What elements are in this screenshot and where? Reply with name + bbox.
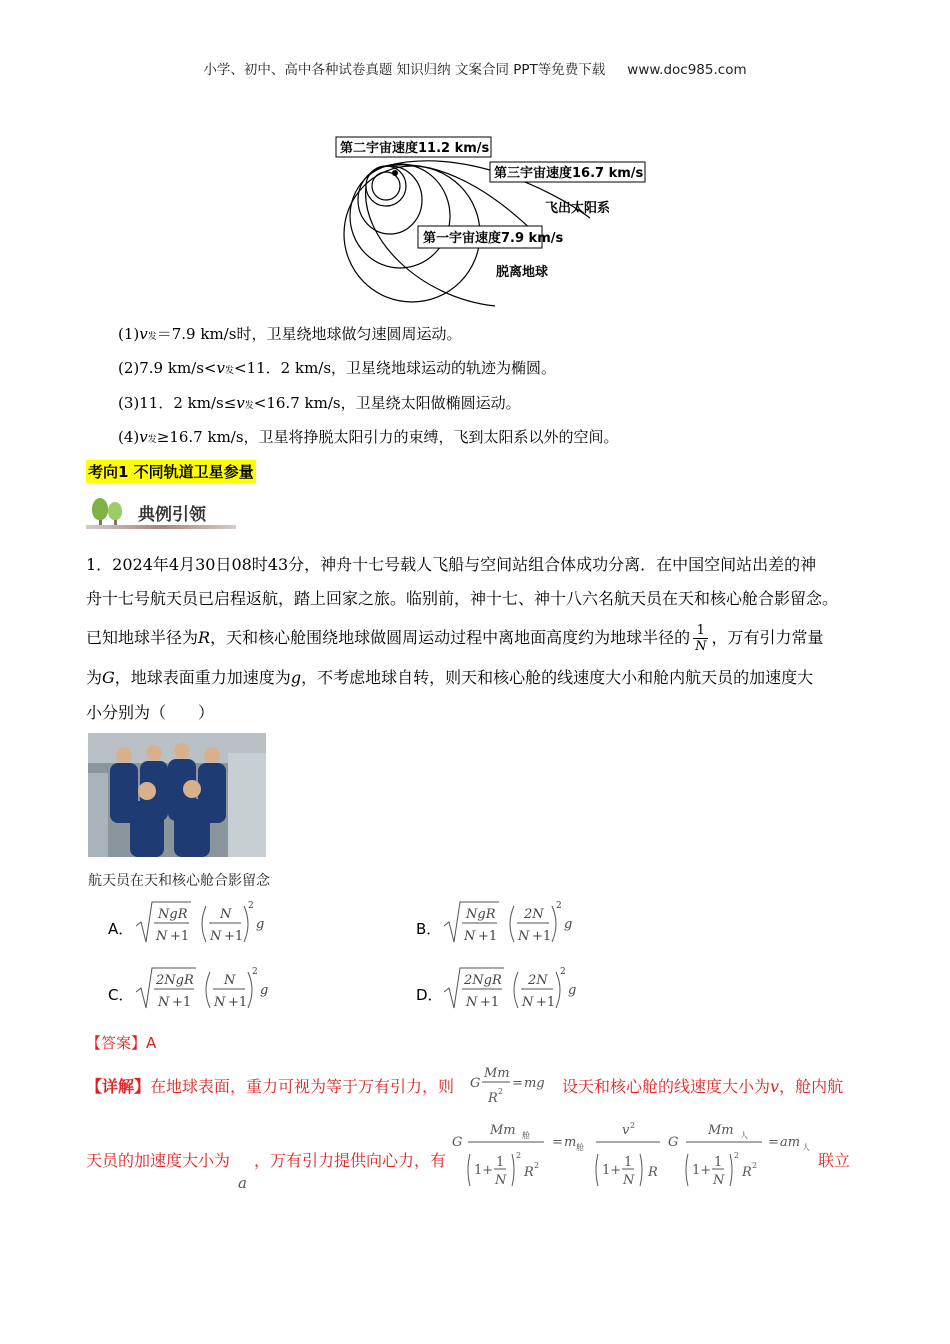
svg-text:R: R bbox=[742, 1165, 752, 1180]
label-escape-earth: 脱离地球 bbox=[496, 265, 549, 280]
detail-line-2: 天员的加速度大小为 ，万有引力提供向心力，有 bbox=[86, 1151, 447, 1170]
section-tag: 考向1 不同轨道卫星参量 bbox=[86, 460, 256, 483]
svg-text:N: N bbox=[713, 1173, 725, 1188]
svg-text:2: 2 bbox=[556, 901, 562, 911]
svg-text:N: N bbox=[518, 929, 530, 944]
svg-text:1+: 1+ bbox=[602, 1163, 622, 1178]
svg-text:N: N bbox=[220, 907, 232, 922]
answer-line: 【答案】A bbox=[86, 1034, 157, 1052]
svg-text:mg: mg bbox=[524, 1076, 545, 1091]
svg-text:N: N bbox=[156, 929, 168, 944]
svg-text:R: R bbox=[524, 1165, 534, 1180]
svg-text:2: 2 bbox=[252, 967, 258, 977]
svg-text:R: R bbox=[648, 1165, 658, 1180]
svg-text:v: v bbox=[622, 1123, 630, 1138]
svg-text:第三宇宙速度16.7 km/s: 第三宇宙速度16.7 km/s bbox=[494, 166, 644, 181]
detail-line-1b: 设天和核心舱的线速度大小为v，舱内航 bbox=[562, 1077, 844, 1096]
example-banner: 典例引领 bbox=[86, 494, 236, 532]
svg-text:人: 人 bbox=[802, 1143, 810, 1152]
option-a[interactable]: A． NgR N +1 N N +1 2 g bbox=[108, 901, 265, 944]
svg-text:+1: +1 bbox=[478, 929, 498, 944]
svg-text:+1: +1 bbox=[170, 929, 190, 944]
svg-text:2: 2 bbox=[560, 967, 566, 977]
svg-text:+1: +1 bbox=[172, 995, 192, 1010]
detail-line-2b: 联立 bbox=[818, 1151, 851, 1170]
svg-text:1+: 1+ bbox=[474, 1163, 494, 1178]
label-fly-out: 飞出太阳系 bbox=[545, 201, 611, 216]
equation-orbit bbox=[452, 1118, 816, 1194]
svg-text:g: g bbox=[260, 983, 269, 998]
svg-text:2: 2 bbox=[534, 1161, 540, 1170]
svg-text:+1: +1 bbox=[480, 995, 500, 1010]
svg-text:Mm: Mm bbox=[484, 1066, 510, 1081]
svg-text:2NgR: 2NgR bbox=[464, 973, 502, 988]
label-first-velocity bbox=[418, 226, 563, 248]
svg-text:g: g bbox=[568, 983, 577, 998]
svg-text:G: G bbox=[470, 1076, 481, 1091]
svg-text:N: N bbox=[495, 1173, 507, 1188]
option-c[interactable]: C． 2NgR N +1 N N +1 2 g bbox=[108, 967, 269, 1010]
equation-gravity bbox=[470, 1060, 560, 1108]
svg-text:N: N bbox=[623, 1173, 635, 1188]
svg-text:G: G bbox=[668, 1135, 679, 1150]
svg-text:N: N bbox=[522, 995, 534, 1010]
svg-text:N: N bbox=[214, 995, 226, 1010]
point-1: (1)v发＝7.9 km/s时，卫星绕地球做匀速圆周运动。 bbox=[118, 325, 462, 343]
svg-text:第二宇宙速度11.2 km/s: 第二宇宙速度11.2 km/s bbox=[340, 141, 490, 156]
svg-text:N: N bbox=[224, 973, 236, 988]
svg-text:1: 1 bbox=[624, 1155, 633, 1170]
svg-text:+1: +1 bbox=[536, 995, 556, 1010]
svg-text:m: m bbox=[564, 1135, 577, 1150]
cosmic-velocity-diagram bbox=[300, 128, 660, 313]
point-4: (4)v发≥16.7 km/s，卫星将挣脱太阳引力的束缚，飞到太阳系以外的空间。 bbox=[118, 428, 619, 446]
svg-text:2: 2 bbox=[734, 1151, 740, 1160]
detail-line-1: 【详解】在地球表面，重力可视为等于万有引力，则 bbox=[86, 1077, 455, 1096]
svg-text:G: G bbox=[452, 1135, 463, 1150]
svg-text:=: = bbox=[552, 1135, 563, 1150]
option-b[interactable]: B． NgR N +1 2N N +1 2 g bbox=[416, 901, 573, 944]
svg-text:2: 2 bbox=[498, 1087, 504, 1096]
svg-text:+1: +1 bbox=[532, 929, 552, 944]
svg-text:2: 2 bbox=[630, 1121, 636, 1130]
symbol-a: a bbox=[238, 1174, 247, 1192]
astronaut-photo bbox=[88, 733, 266, 857]
svg-text:+1: +1 bbox=[228, 995, 248, 1010]
svg-text:N: N bbox=[158, 995, 170, 1010]
photo-caption: 航天员在天和核心舱合影留念 bbox=[88, 873, 270, 889]
point-2: (2)7.9 km/s<v发<11．2 km/s，卫星绕地球运动的轨迹为椭圆。 bbox=[118, 359, 557, 377]
svg-text:舱: 舱 bbox=[576, 1143, 584, 1152]
svg-text:2: 2 bbox=[516, 1151, 522, 1160]
header-text: 小学、初中、高中各种试卷真题 知识归纳 文案合同 PPT等免费下载 bbox=[203, 62, 606, 78]
page-header bbox=[0, 58, 950, 78]
svg-text:2N: 2N bbox=[524, 907, 544, 922]
svg-text:R: R bbox=[488, 1091, 498, 1106]
svg-text:1: 1 bbox=[496, 1155, 505, 1170]
svg-text:1+: 1+ bbox=[692, 1163, 712, 1178]
svg-text:+1: +1 bbox=[224, 929, 244, 944]
svg-text:2: 2 bbox=[752, 1161, 758, 1170]
svg-text:g: g bbox=[564, 917, 573, 932]
svg-text:=: = bbox=[512, 1076, 523, 1091]
tree-icon bbox=[92, 498, 108, 520]
svg-text:NgR: NgR bbox=[466, 907, 496, 922]
svg-text:g: g bbox=[256, 917, 265, 932]
svg-text:第一宇宙速度7.9 km/s: 第一宇宙速度7.9 km/s bbox=[423, 231, 564, 246]
tree-icon bbox=[108, 502, 122, 520]
svg-text:2N: 2N bbox=[528, 973, 548, 988]
svg-text:N: N bbox=[464, 929, 476, 944]
svg-text:2: 2 bbox=[248, 901, 254, 911]
svg-text:am: am bbox=[780, 1135, 801, 1150]
svg-text:NgR: NgR bbox=[158, 907, 188, 922]
label-second-velocity bbox=[336, 137, 491, 157]
point-3: (3)11．2 km/s≤v发<16.7 km/s，卫星绕太阳做椭圆运动。 bbox=[118, 394, 521, 412]
fraction-1-over-N: $\frac{1}{N}$ bbox=[695, 623, 707, 654]
option-d[interactable]: D． 2NgR N +1 2N N +1 2 g bbox=[416, 967, 577, 1010]
svg-text:1: 1 bbox=[714, 1155, 723, 1170]
question-text: 1．2024年4月30日08时43分，神舟十七号载人飞船与空间站组合体成功分离．在中国空间站出差的神 舟十七号航天员已启程返航，踏上回家之旅。临别前，神十七、神十八六名航天员在天和核心舱合影留念。 已知地球半径为R，天和核心舱围绕地球做圆周运动过程中离地面高度约为地球半径的 $\frac{1}{N}$ ，万有引力常量 为G，地球表面重力加速度为g，不考虑地球自转，则天和核心舱的线速度大小和舱内航天员的加速度大 小分别为（ ） bbox=[86, 555, 839, 722]
svg-text:人: 人 bbox=[740, 1131, 748, 1140]
svg-text:2NgR: 2NgR bbox=[156, 973, 194, 988]
svg-text:舱: 舱 bbox=[522, 1131, 530, 1140]
svg-text:N: N bbox=[210, 929, 222, 944]
svg-text:=: = bbox=[768, 1135, 779, 1150]
svg-text:Mm: Mm bbox=[490, 1123, 516, 1138]
header-url[interactable]: www.doc985.com bbox=[627, 62, 747, 78]
label-third-velocity bbox=[490, 162, 645, 182]
svg-text:Mm: Mm bbox=[708, 1123, 734, 1138]
svg-text:N: N bbox=[466, 995, 478, 1010]
